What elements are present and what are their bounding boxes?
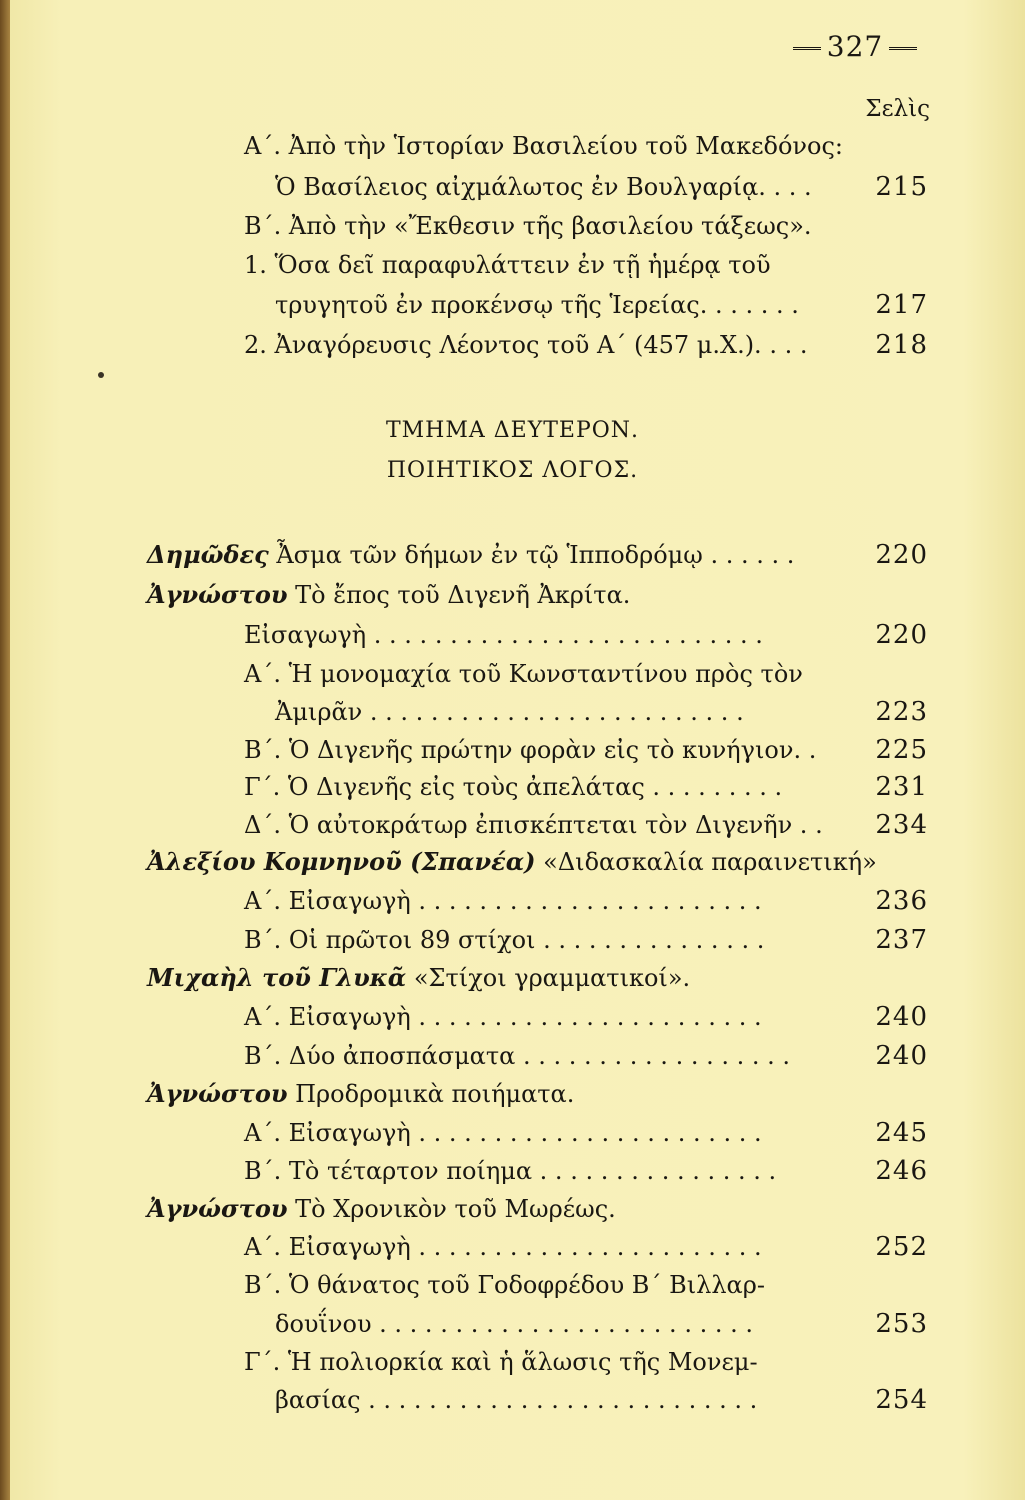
entry-text: Τὸ ἔπος τοῦ Διγενῆ Ἀκρίτα.	[295, 581, 631, 609]
entry-text: Α΄. Ἡ μονομαχία τοῦ Κωνσταντίνου πρὸς τὸν	[244, 660, 803, 688]
toc-entry	[0, 882, 1025, 920]
column-header: Σελὶς	[865, 96, 930, 122]
page-number	[780, 30, 930, 63]
entry-page: 231	[875, 772, 928, 802]
entry-text: Εἰσαγωγὴ . . . . . . . . . . . . . . . . . . . . . . . . . .	[244, 621, 763, 649]
entry-page: 246	[875, 1156, 928, 1186]
entry-author: Ἀγνώστου	[147, 1194, 288, 1223]
toc-entry	[0, 998, 1025, 1036]
entry-text: Β΄. Οἱ πρῶτοι 89 στίχοι . . . . . . . . . . . . . . .	[244, 926, 765, 954]
rule-left	[793, 47, 821, 50]
toc-entry	[0, 576, 1025, 614]
toc-entry	[0, 1343, 1025, 1381]
entry-page: 234	[875, 810, 928, 840]
entry-text: Α΄. Εἰσαγωγὴ . . . . . . . . . . . . . . . . . . . . . . .	[244, 1119, 762, 1147]
toc-text: Β΄. Ἀπὸ τὴν «Ἔκθεσιν τῆς βασιλείου τάξεως».	[244, 212, 812, 240]
toc-row	[0, 168, 1025, 206]
toc-entry	[0, 616, 1025, 654]
ink-dot	[98, 372, 104, 378]
toc-entry	[0, 1305, 1025, 1343]
toc-entry	[0, 806, 1025, 844]
toc-row	[0, 326, 1025, 364]
toc-row	[0, 207, 1025, 245]
toc-entry	[0, 1266, 1025, 1304]
entry-text: Β΄. Ὁ θάνατος τοῦ Γοδοφρέδου Β΄ Βιλλαρ-	[244, 1271, 765, 1299]
toc-entry	[0, 768, 1025, 806]
entry-text: Δ΄. Ὁ αὐτοκράτωρ ἐπισκέπτεται τὸν Διγενῆν . .	[244, 811, 823, 839]
entry-text: δουΐνου . . . . . . . . . . . . . . . . . . . . . . . . .	[275, 1310, 753, 1338]
toc-row	[0, 246, 1025, 284]
entry-page: 240	[875, 1002, 928, 1032]
entry-text: Α΄. Εἰσαγωγὴ . . . . . . . . . . . . . . . . . . . . . . .	[244, 1003, 762, 1031]
entry-text: Β΄. Τὸ τέταρτον ποίημα . . . . . . . . . . . . . . . .	[244, 1157, 777, 1185]
toc-text: Ὁ Βασίλειος αἰχμάλωτος ἐν Βουλγαρίᾳ. . . .	[275, 173, 812, 201]
toc-entry	[0, 1152, 1025, 1190]
entry-page: 237	[875, 925, 928, 955]
toc-text: 2. Ἀναγόρευσις Λέοντος τοῦ Α΄ (457 μ.Χ.). . . .	[244, 331, 808, 359]
toc-text: 1. Ὅσα δεῖ παραφυλάττειν ἐν τῇ ἡμέρᾳ τοῦ	[244, 251, 771, 279]
entry-text: Προδρομικὰ ποιήματα.	[295, 1080, 575, 1108]
entry-author: Δημῶδες	[147, 540, 269, 569]
toc-text: Α΄. Ἀπὸ τὴν Ἱστορίαν Βασιλείου τοῦ Μακεδόνος:	[244, 132, 843, 160]
entry-page: 240	[875, 1041, 928, 1071]
entry-page: 225	[875, 735, 928, 765]
toc-row	[0, 127, 1025, 165]
toc-entry	[0, 536, 1025, 574]
entry-page: 223	[875, 697, 928, 727]
toc-entry	[0, 693, 1025, 731]
rule-right	[889, 47, 917, 50]
toc-entry	[0, 1114, 1025, 1152]
toc-entry	[0, 1228, 1025, 1266]
entry-text: Β΄. Δύο ἀποσπάσματα . . . . . . . . . . . . . . . . . .	[244, 1042, 790, 1070]
toc-entry	[0, 1190, 1025, 1228]
entry-text: Γ΄. Ὁ Διγενῆς εἰς τοὺς ἀπελάτας . . . . . . . . .	[244, 773, 783, 801]
entry-page: 245	[875, 1118, 928, 1148]
toc-page: 215	[875, 172, 928, 202]
entry-text: «Διδασκαλία παραινετική»	[543, 848, 877, 876]
toc-page: 218	[875, 330, 928, 360]
entry-text: Β΄. Ὁ Διγενῆς πρώτην φορὰν εἰς τὸ κυνήγιον. .	[244, 736, 817, 764]
entry-text: Γ΄. Ἡ πολιορκία καὶ ἡ ἅλωσις τῆς Μονεμ-	[244, 1348, 758, 1376]
toc-row	[0, 286, 1025, 324]
toc-entry	[0, 921, 1025, 959]
toc-entry	[0, 655, 1025, 693]
entry-text: «Στίχοι γραμματικοί».	[413, 964, 691, 992]
entry-page: 220	[875, 540, 928, 570]
entry-text: Τὸ Χρονικὸν τοῦ Μωρέως.	[295, 1195, 616, 1223]
toc-entry	[0, 731, 1025, 769]
toc-entry	[0, 1381, 1025, 1419]
entry-text: βασίας . . . . . . . . . . . . . . . . . . . . . . . . . .	[275, 1386, 758, 1414]
entry-author: Ἀγνώστου	[147, 580, 288, 609]
entry-text: Ἆσμα τῶν δήμων ἐν τῷ Ἱπποδρόμῳ . . . . . .	[276, 541, 795, 569]
section-subtitle: ΠΟΙΗΤΙΚΟΣ ΛΟΓΟΣ.	[386, 458, 639, 483]
entry-author: Μιχαὴλ τοῦ Γλυκᾶ	[147, 963, 407, 992]
section-title: ΤΜΗΜΑ ΔΕΥΤΕΡΟΝ.	[385, 418, 640, 443]
toc-text: τρυγητοῦ ἐν προκένσῳ τῆς Ἱερείας. . . . . . .	[275, 291, 799, 319]
entry-text: Α΄. Εἰσαγωγὴ . . . . . . . . . . . . . . . . . . . . . . .	[244, 1233, 762, 1261]
toc-entry	[0, 1037, 1025, 1075]
toc-entry	[0, 843, 1025, 881]
entry-page: 236	[875, 886, 928, 916]
entry-text: Ἀμιρᾶν . . . . . . . . . . . . . . . . . . . . . . . . .	[275, 698, 744, 726]
entry-page: 220	[875, 620, 928, 650]
page-number-value: 327	[826, 30, 884, 63]
toc-entry	[0, 1075, 1025, 1113]
toc-entry	[0, 959, 1025, 997]
entry-author: Ἀγνώστου	[147, 1079, 288, 1108]
entry-page: 254	[875, 1385, 928, 1415]
entry-page: 252	[875, 1232, 928, 1262]
entry-page: 253	[875, 1309, 928, 1339]
entry-author: Ἀλεξίου Κομνηνοῦ (Σπανέα)	[147, 847, 536, 876]
toc-page: 217	[875, 290, 928, 320]
entry-text: Α΄. Εἰσαγωγὴ . . . . . . . . . . . . . . . . . . . . . . .	[244, 887, 762, 915]
